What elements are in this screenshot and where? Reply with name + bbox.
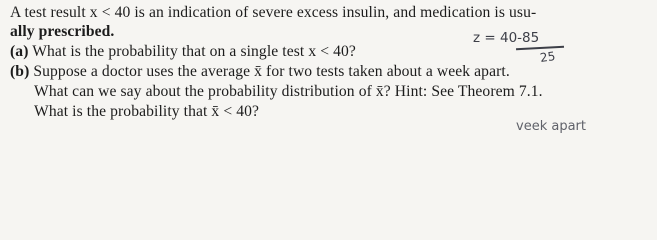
part-b-line-1: Suppose a doctor uses the average x̄ for two tests taken about a week apart. <box>33 63 510 80</box>
part-a <box>10 42 356 61</box>
part-b-label: (b) <box>10 63 30 80</box>
handwritten-bottom-note: veek apart <box>516 119 586 134</box>
part-b-line-3: What is the probability that x̄ < 40? <box>34 103 260 120</box>
part-a-text: What is the probability that on a single test x < 40? <box>32 43 356 60</box>
handwritten-fraction-bar <box>516 46 564 50</box>
problem-line-2: ally prescribed. <box>10 23 115 40</box>
handwritten-z-score: z = 40-85 <box>473 30 540 46</box>
part-a-label: (a) <box>10 43 29 60</box>
handwritten-denominator: 25 <box>539 49 557 65</box>
problem-line-1: A test result x < 40 is an indication of severe excess insulin, and medication is usu- <box>10 4 537 21</box>
part-b-line-2: What can we say about the probability distribution of x̄? Hint: See Theorem 7.1. <box>34 83 543 100</box>
part-b <box>10 62 510 81</box>
